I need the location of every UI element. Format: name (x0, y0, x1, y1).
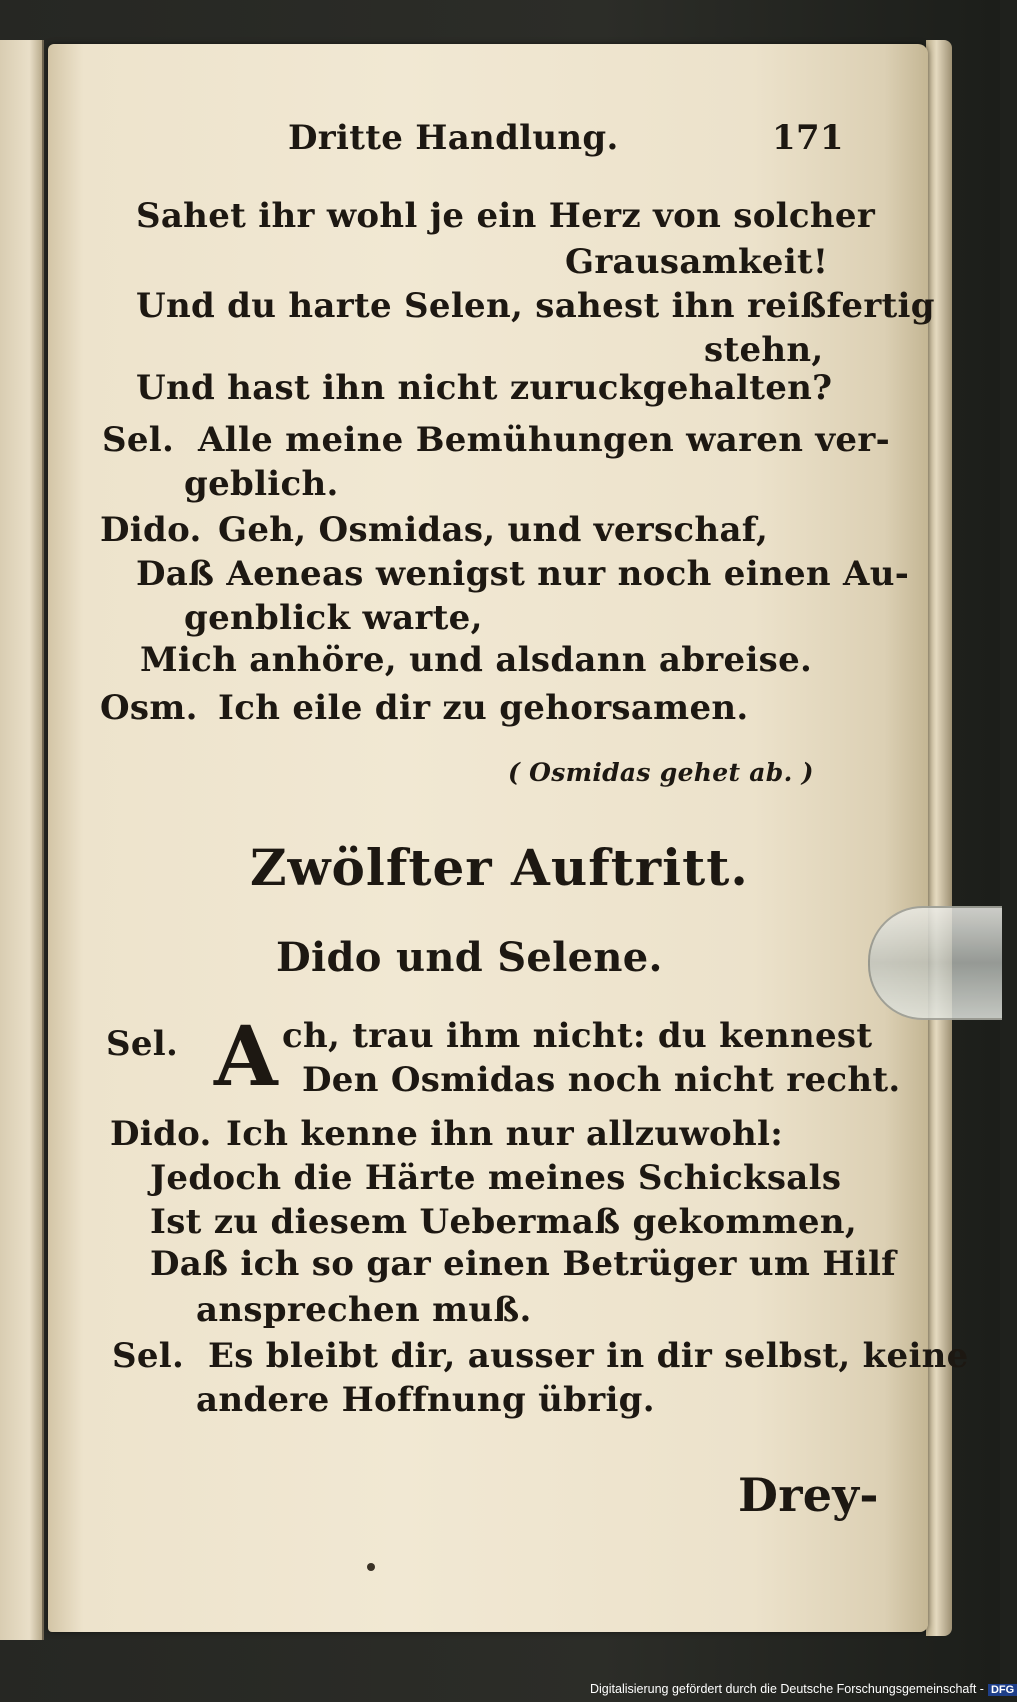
dialogue-line: geblich. (184, 464, 339, 504)
verse-line: Sahet ihr wohl je ein Herz von solcher (136, 196, 876, 236)
speaker-label: Dido. (110, 1114, 212, 1154)
stage-direction: ( Osmidas gehet ab. ) (508, 758, 814, 787)
speaker-label: Sel. (112, 1336, 185, 1376)
page-clip (868, 906, 1002, 1020)
dialogue-line: ch, trau ihm nicht: du kennest (282, 1016, 873, 1056)
speaker-label: Dido. (100, 510, 202, 550)
dialogue-line: Den Osmidas noch nicht recht. (302, 1060, 901, 1100)
dialogue-line: genblick warte, (184, 598, 483, 638)
facing-page-edge (0, 40, 44, 1640)
running-head-title: Dritte Handlung. (288, 118, 619, 158)
dialogue-line: Ich eile dir zu gehorsamen. (218, 688, 749, 728)
scene-heading: Zwölfter Auftritt. (250, 838, 749, 897)
speaker-label: Osm. (100, 688, 198, 728)
ink-spot (367, 1563, 375, 1571)
dialogue-line: Es bleibt dir, ausser in dir selbst, keine (208, 1336, 969, 1376)
page-stack-edge (926, 40, 952, 1636)
dfg-logo: DFG (988, 1684, 1017, 1696)
dialogue-line: Geh, Osmidas, und verschaf, (218, 510, 769, 550)
dialogue-line: Alle meine Bemühungen waren ver- (198, 420, 890, 460)
dialogue-line: Ich kenne ihn nur allzuwohl: (226, 1114, 784, 1154)
verse-line: Grausamkeit! (565, 242, 829, 282)
dialogue-line: Jedoch die Härte meines Schicksals (150, 1158, 842, 1198)
drop-cap: A (214, 1009, 278, 1105)
scene-persons: Dido und Selene. (276, 934, 663, 981)
digitization-credit (590, 1682, 1017, 1700)
verse-line: Und hast ihn nicht zuruckgehalten? (136, 368, 833, 408)
dialogue-line: Ist zu diesem Uebermaß gekommen, (150, 1202, 858, 1242)
dialogue-line: ansprechen muß. (196, 1290, 532, 1330)
dialogue-line: Daß ich so gar einen Betrüger um Hilf (150, 1244, 897, 1284)
speaker-label: Sel. (102, 420, 175, 460)
dialogue-line: andere Hoffnung übrig. (196, 1380, 655, 1420)
credit-text: Digitalisierung gefördert durch die Deutsche Forschungsgemeinschaft - (590, 1682, 984, 1696)
speaker-label: Sel. (106, 1024, 179, 1064)
catchword: Drey- (738, 1468, 879, 1522)
page-number: 171 (772, 118, 844, 158)
dialogue-line: Daß Aeneas wenigst nur noch einen Au- (136, 554, 910, 594)
verse-line: stehn, (704, 330, 824, 370)
verse-line: Und du harte Selen, sahest ihn reißfertig (136, 286, 935, 326)
dialogue-line: Mich anhöre, und alsdann abreise. (140, 640, 813, 680)
